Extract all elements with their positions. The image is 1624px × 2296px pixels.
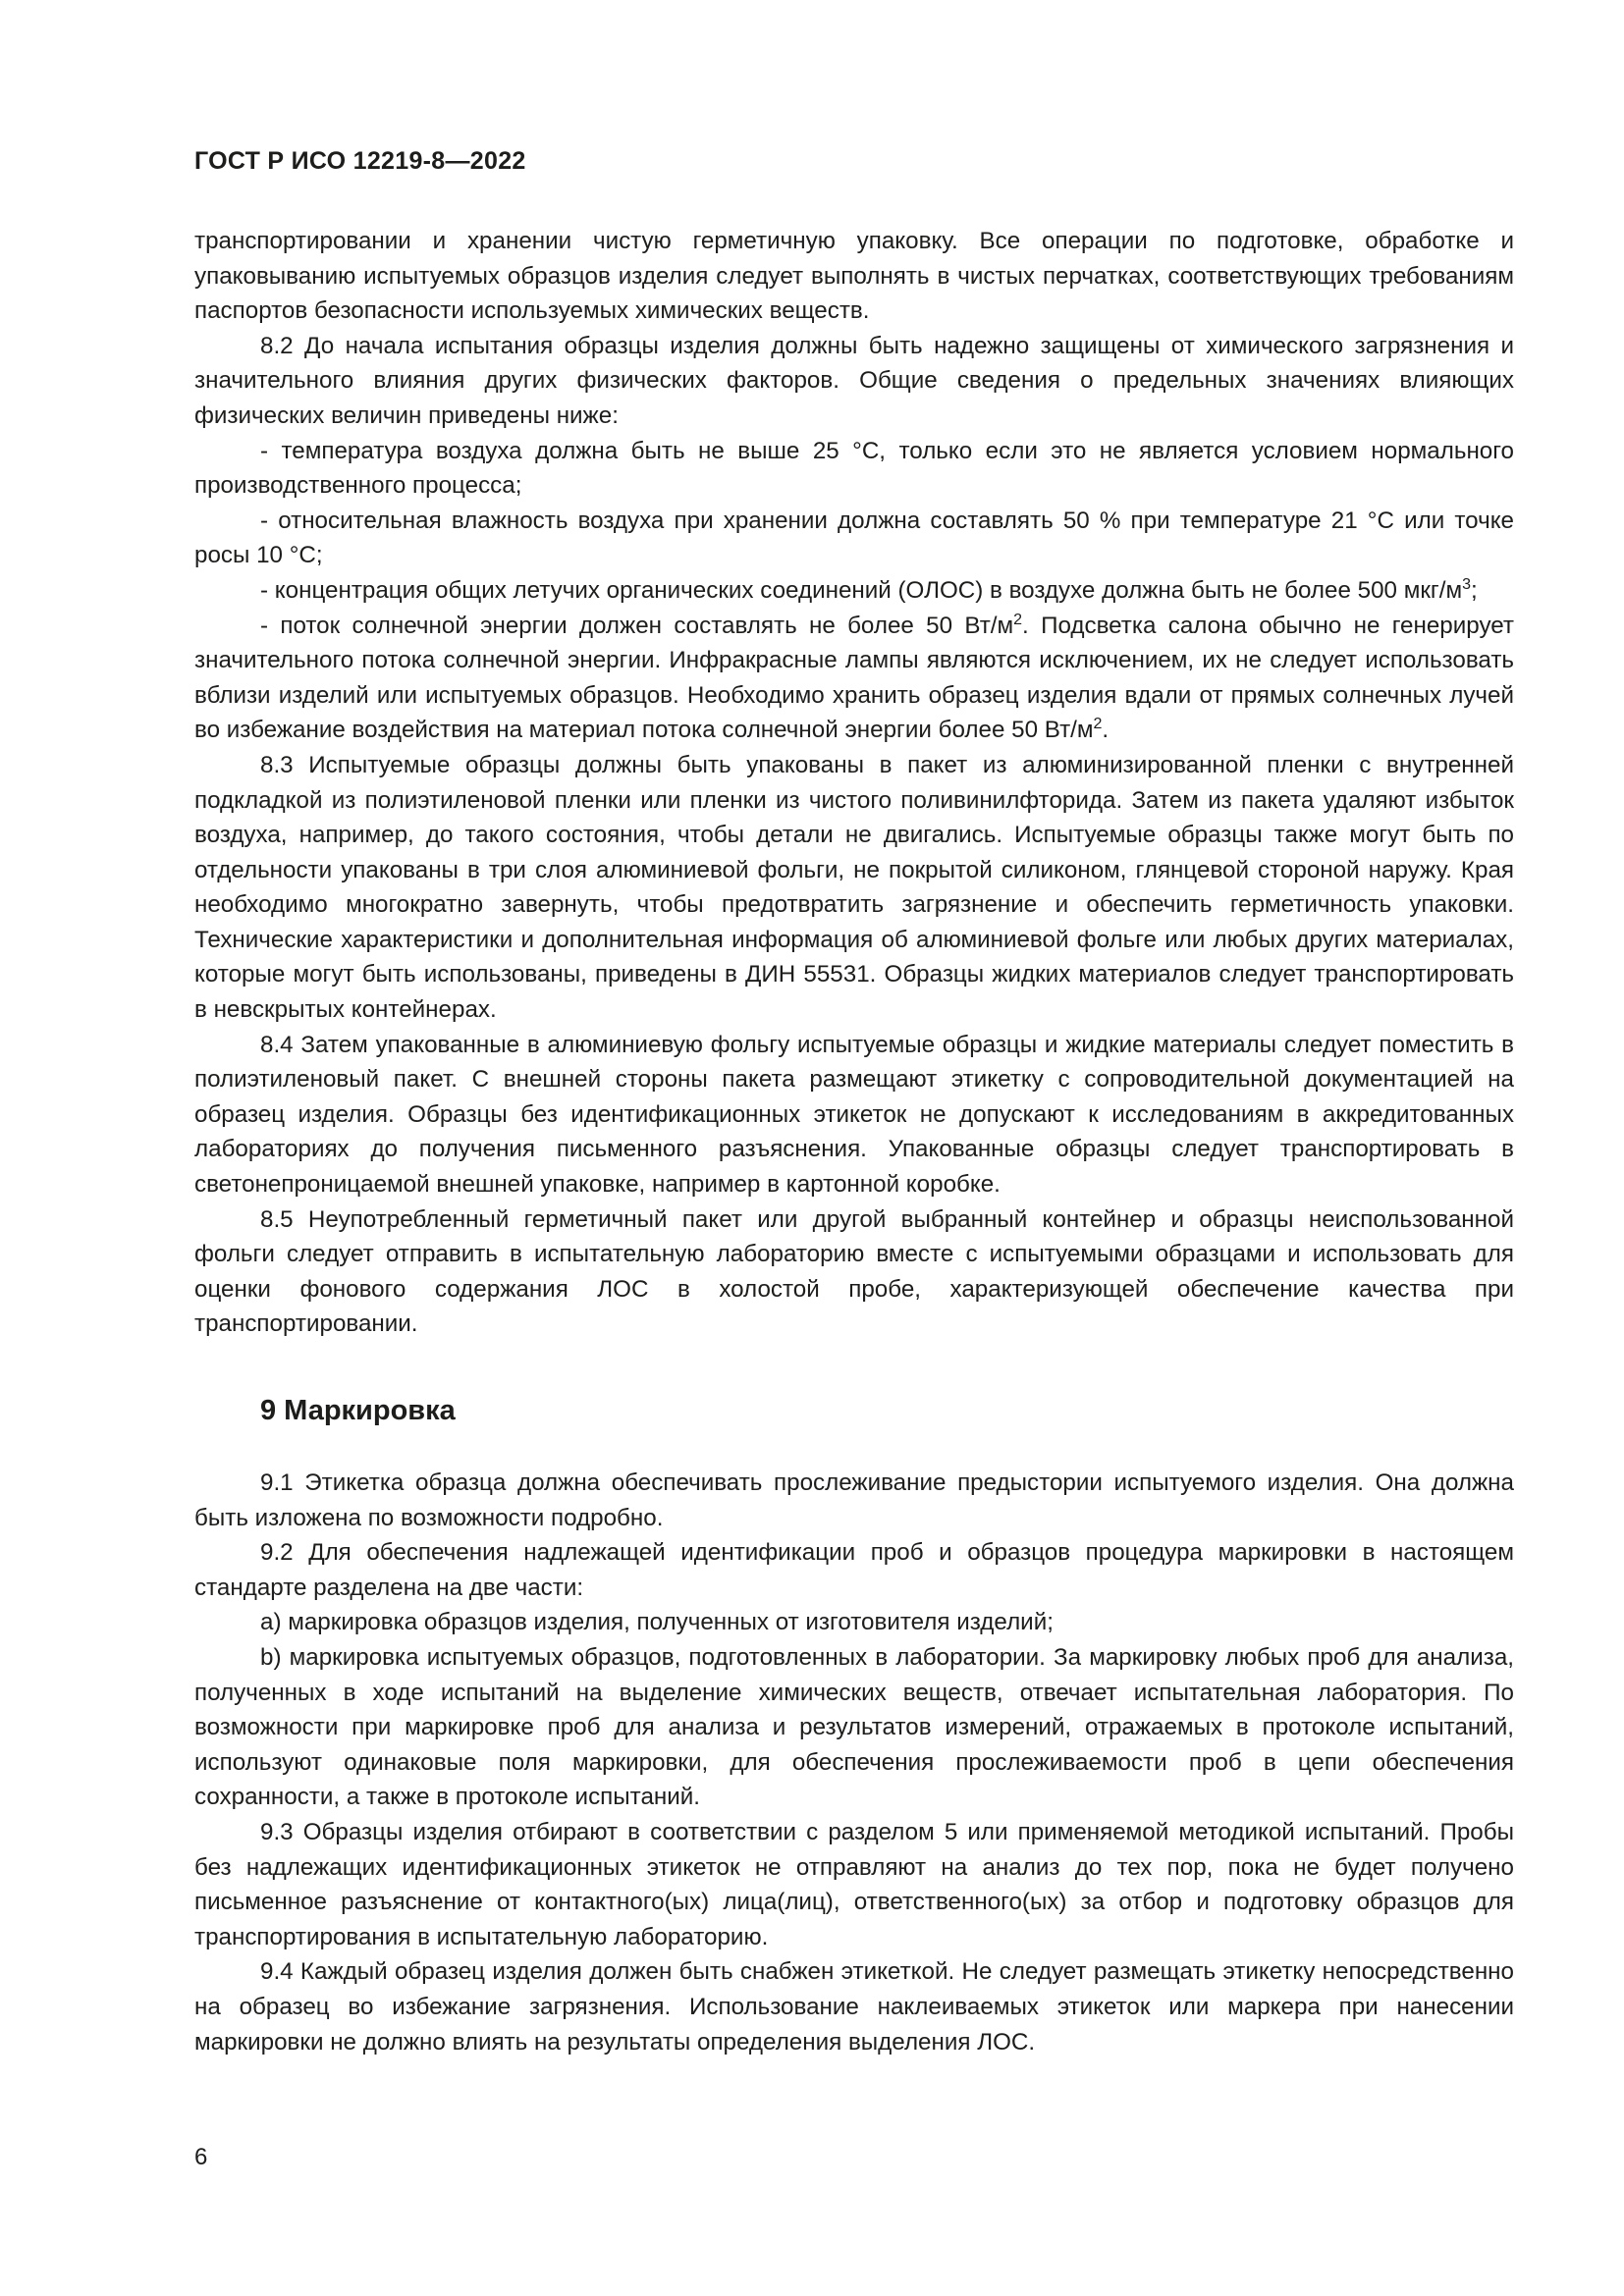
- voc-end: ;: [1471, 576, 1478, 604]
- paragraph-9-4: 9.4 Каждый образец изделия должен быть снабжен этикеткой. Не следует размещать этикетку непосредственно на образец во избежание загрязнения. Использование наклеиваемых этикеток или маркера при нанесении маркировки не должно влиять на результаты определения выделения ЛОС.: [194, 1958, 1514, 2056]
- solar-superscript-1: 2: [1013, 611, 1023, 628]
- list-item-a: a) маркировка образцов изделия, полученных от изготовителя изделий;: [260, 1609, 1054, 1636]
- solar-superscript-2: 2: [1093, 716, 1103, 733]
- paragraph-9-1: 9.1 Этикетка образца должна обеспечивать прослеживание предыстории испытуемого изделия. Она должна быть изложена по возможности подробно.: [194, 1469, 1514, 1531]
- list-item-solar-flux: [194, 609, 1514, 748]
- document-body: [194, 224, 1514, 2059]
- solar-text-a: - поток солнечной энергии должен составлять не более 50 Вт/м: [260, 612, 1014, 639]
- page-number: 6: [194, 2144, 208, 2170]
- solar-text-b: . Подсветка салона обычно не генерирует значительного потока солнечной энергии. Инфракрасные лампы являются исключением, их не следует использовать вблизи изделий или испытуемых образцов. Необходимо хранить образец изделия вдали от прямых солнечных лучей во избежание воздействия на материал потока солнечной энергии более 50 Вт/м: [194, 612, 1514, 744]
- paragraph-9-3: 9.3 Образцы изделия отбирают в соответствии с разделом 5 или применяемой методикой испытаний. Пробы без надлежащих идентификационных этикеток не отправляют на анализ до тех пор, пока не будет получено письменное разъяснение от контактного(ых) лица(лиц), ответственного(ых) за отбор и подготовку образцов для транспортирования в испытательную лабораторию.: [194, 1818, 1514, 1950]
- list-item-b: b) маркировка испытуемых образцов, подготовленных в лаборатории. За маркировку любых проб для анализа, полученных в ходе испытаний на выделение химических веществ, отвечает испытательная лаборатория. По возможности при маркировке проб для анализа и результатов измерений, отражаемых в протоколе испытаний, используют одинаковые поля маркировки, для обеспечения прослеживаемости проб в цепи обеспечения сохранности, а также в протоколе испытаний.: [194, 1643, 1514, 1811]
- paragraph-continuation: транспортировании и хранении чистую герметичную упаковку. Все операции по подготовке, обработке и упаковыванию испытуемых образцов изделия следует выполнять в чистых перчатках, соответствующих требованиям паспортов безопасности используемых химических веществ.: [194, 228, 1514, 325]
- paragraph-9-2: 9.2 Для обеспечения надлежащей идентификации проб и образцов процедура маркировки в настоящем стандарте разделена на две части:: [194, 1539, 1514, 1601]
- paragraph-8-5: 8.5 Неупотребленный герметичный пакет или другой выбранный контейнер и образцы неиспользованной фольги следует отправить в испытательную лабораторию вместе с испытуемыми образцами и использовать для оценки фонового содержания ЛОС в холостой пробе, характеризующей обеспечение качества при транспортировании.: [194, 1205, 1514, 1338]
- voc-text: - концентрация общих летучих органических соединений (ОЛОС) в воздухе должна быть не более 500 мкг/м: [260, 576, 1463, 604]
- paragraph-8-2: 8.2 До начала испытания образцы изделия должны быть надежно защищены от химического загрязнения и значительного влияния других физических факторов. Общие сведения о предельных значениях влияющих физических величин приведены ниже:: [194, 332, 1514, 429]
- voc-superscript: 3: [1462, 575, 1472, 593]
- solar-end: .: [1102, 717, 1110, 744]
- paragraph-8-3: 8.3 Испытуемые образцы должны быть упакованы в пакет из алюминизированной пленки с внутренней подкладкой из полиэтиленовой пленки или пленки из чистого поливинилфторида. Затем из пакета удаляют избыток воздуха, например, до такого состояния, чтобы детали не двигались. Испытуемые образцы также могут быть по отдельности упакованы в три слоя алюминиевой фольги, не покрытой силиконом, глянцевой стороной наружу. Края необходимо многократно завернуть, чтобы предотвратить загрязнение и обеспечить герметичность упаковки. Технические характеристики и дополнительная информация об алюминиевой фольге или любых других материалах, которые могут быть использованы, приведены в ДИН 55531. Образцы жидких материалов следует транспортировать в невскрытых контейнерах.: [194, 751, 1514, 1024]
- list-item-voc-concentration: [194, 573, 1514, 609]
- list-item-humidity: - относительная влажность воздуха при хранении должна составлять 50 % при температуре 21 °С или точке росы 10 °С;: [194, 507, 1514, 569]
- paragraph-8-4: 8.4 Затем упакованные в алюминиевую фольгу испытуемые образцы и жидкие материалы следует поместить в полиэтиленовый пакет. С внешней стороны пакета размещают этикетку с сопроводительной документацией на образец изделия. Образцы без идентификационных этикеток не допускают к исследованиям в аккредитованных лабораториях до получения письменного разъяснения. Упакованные образцы следует транспортировать в светонепроницаемой внешней упаковке, например в картонной коробке.: [194, 1031, 1514, 1199]
- list-item-temperature: - температура воздуха должна быть не выше 25 °С, только если это не является условием нормального производственного процесса;: [194, 437, 1514, 500]
- section-heading-9: 9 Маркировка: [260, 1395, 456, 1426]
- document-standard-header: ГОСТ Р ИСО 12219-8—2022: [194, 147, 526, 175]
